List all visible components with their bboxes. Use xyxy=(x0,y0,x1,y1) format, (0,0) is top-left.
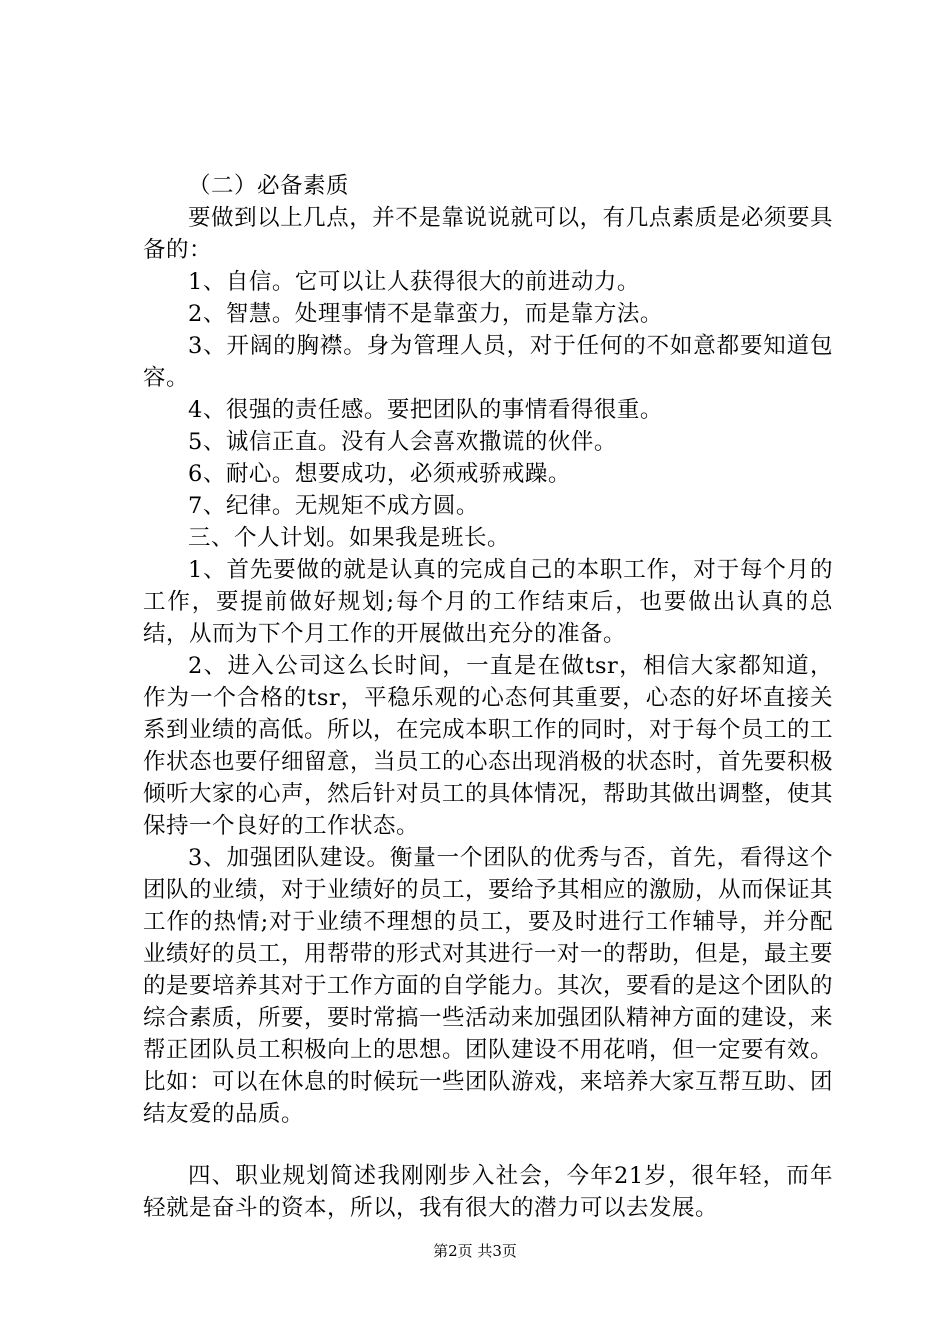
list-item-integrity: 5、诚信正直。没有人会喜欢撒谎的伙伴。 xyxy=(188,429,617,455)
section-heading-required-qualities: （二）必备素质 xyxy=(188,173,350,199)
paragraph-plan-2: 2、进入公司这么长时间，一直是在做tsr，相信大家都知道，作为一个合格的tsr，平稳乐观的心态何其重要，心态的好坏直接关系到业绩的高低。所以，在完成本职工作的同时，对于每个员工的工作状态也要仔细留意，当员工的心态出现消极的状态时，首先要积极倾听大家的心声，然后针对员工的具体情况，帮助其做出调整，使其保持一个良好的工作状态。 xyxy=(143,653,834,839)
list-item-patience: 6、耐心。想要成功，必须戒骄戒躁。 xyxy=(188,461,571,487)
list-item-broad-mind: 3、开阔的胸襟。身为管理人员，对于任何的不如意都要知道包容。 xyxy=(143,333,833,391)
list-item-confidence: 1、自信。它可以让人获得很大的前进动力。 xyxy=(188,269,640,295)
page-footer: 第2页 共3页 xyxy=(433,1242,517,1260)
list-item-discipline: 7、纪律。无规矩不成方圆。 xyxy=(188,493,479,519)
list-item-wisdom: 2、智慧。处理事情不是靠蛮力，而是靠方法。 xyxy=(188,301,663,327)
paragraph-plan-3: 3、加强团队建设。衡量一个团队的优秀与否，首先，看得这个团队的业绩，对于业绩好的员工，要给予其相应的激励，从而保证其工作的热情;对于业绩不理想的员工，要及时进行工作辅导，并分配业绩好的员工，用帮带的形式对其进行一对一的帮助，但是，最主要的是要培养其对于工作方面的自学能力。其次，要看的是这个团队的综合素质，所要，要时常搞一些活动来加强团队精神方面的建设，来帮正团队员工积极向上的思想。团队建设不用花哨，但一定要有效。比如：可以在休息的时候玩一些团队游戏，来培养大家互帮互助、团结友爱的品质。 xyxy=(143,845,834,1127)
section-heading-personal-plan: 三、个人计划。如果我是班长。 xyxy=(188,525,511,551)
paragraph-intro-qualities: 要做到以上几点，并不是靠说说就可以，有几点素质是必须要具备的： xyxy=(143,205,833,263)
document-body xyxy=(143,170,833,1224)
paragraph-plan-1: 1、首先要做的就是认真的完成自己的本职工作，对于每个月的工作，要提前做好规划;每个月的工作结束后，也要做出认真的总结，从而为下个月工作的开展做出充分的准备。 xyxy=(143,557,833,647)
paragraph-career-plan: 四、职业规划简述我刚刚步入社会，今年21岁，很年轻，而年轻就是奋斗的资本，所以，我有很大的潜力可以去发展。 xyxy=(143,1163,833,1221)
list-item-responsibility: 4、很强的责任感。要把团队的事情看得很重。 xyxy=(188,397,663,423)
